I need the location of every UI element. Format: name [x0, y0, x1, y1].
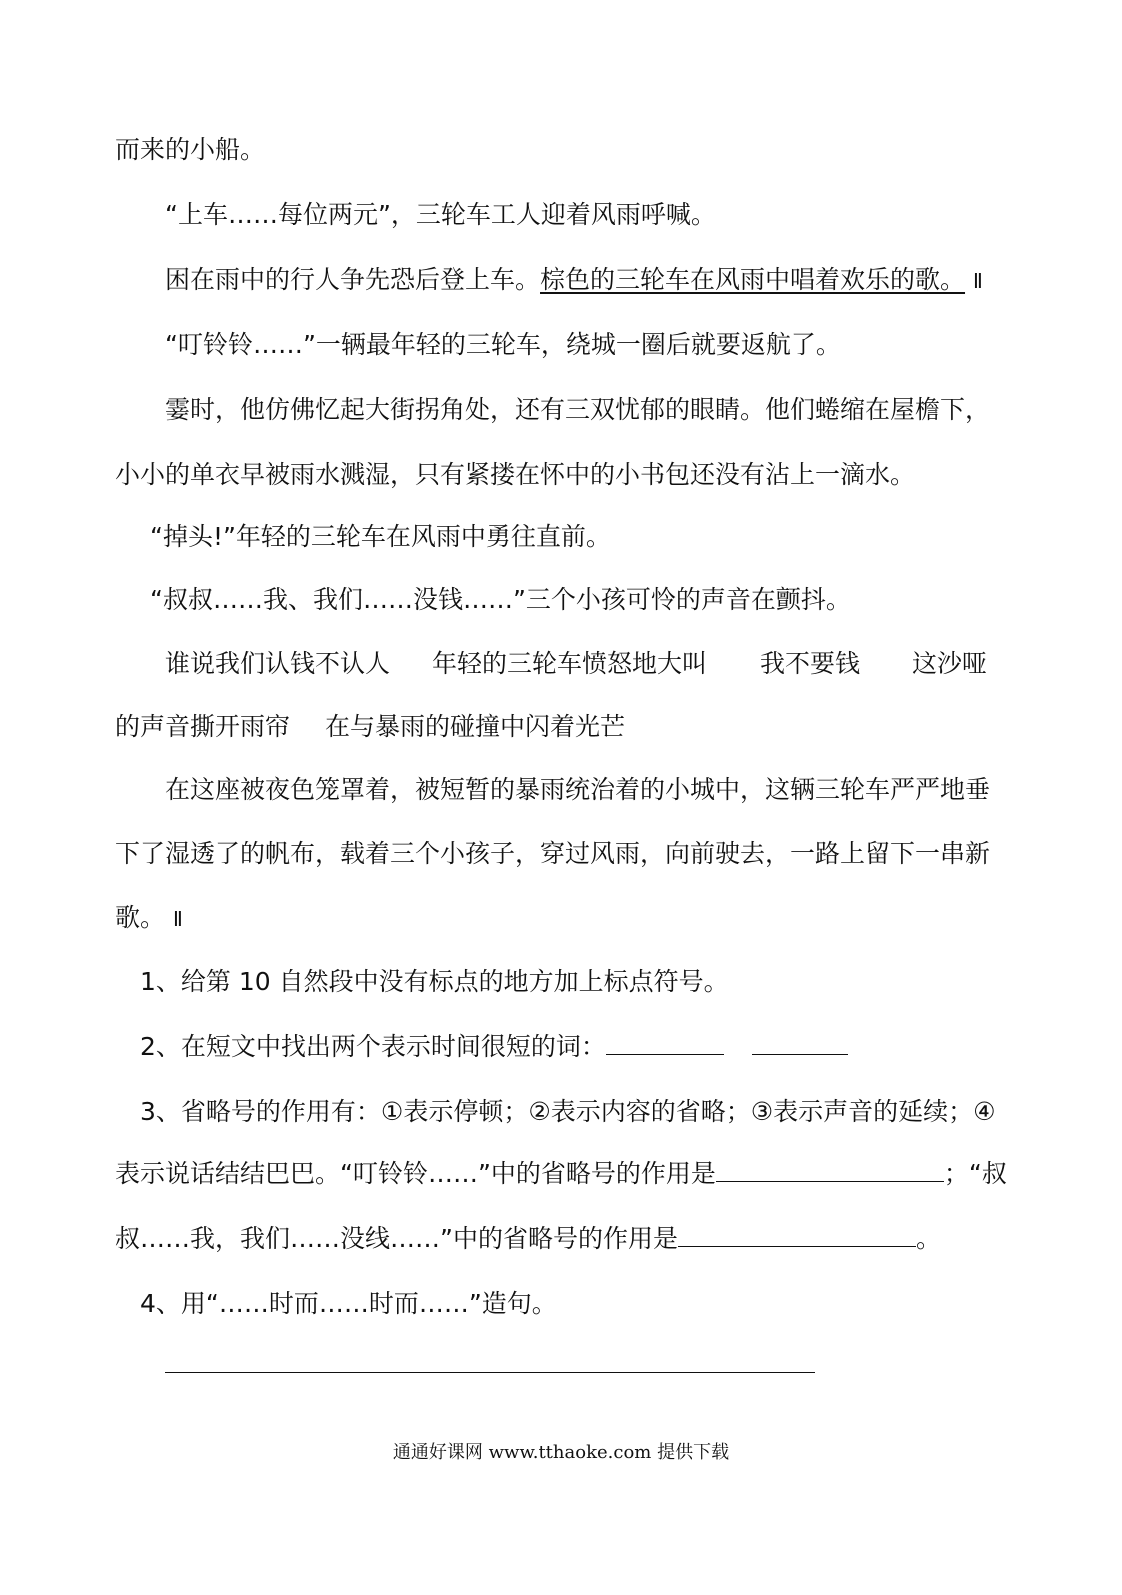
- paragraph-9-line-3: [115, 901, 183, 936]
- question-3-line-1: 3、省略号的作用有：①表示停顿；②表示内容的省略；③表示声音的延续；④: [140, 1097, 996, 1126]
- paragraph-mark: Ⅱ: [973, 269, 983, 293]
- p8-part: 在与暴雨的碰撞中闪着光芒: [325, 712, 626, 741]
- paragraph-2: “上车……每位两元”，三轮车工人迎着风雨呼喊。: [165, 200, 716, 229]
- paragraph-5-line-2: 小小的单衣早被雨水溅湿，只有紧搂在怀中的小书包还没有沾上一滴水。: [115, 460, 916, 489]
- paragraph-8-line-1: [165, 647, 390, 681]
- paragraph-8-line-1-d: [912, 647, 987, 681]
- answer-line-question-4[interactable]: [165, 1372, 815, 1373]
- p8-part: 这沙哑: [912, 649, 988, 678]
- p8-part: 我不要钱: [760, 649, 861, 678]
- paragraph-6: “掉头!”年轻的三轮车在风雨中勇往直前。: [150, 522, 611, 551]
- paragraph-9-text: 歌。: [115, 903, 166, 932]
- p8-part: 年轻的三轮车愤怒地大叫: [432, 649, 708, 678]
- answer-blank-1[interactable]: [606, 1030, 724, 1055]
- paragraph-1-end: 而来的小船。: [115, 135, 266, 164]
- question-3-text-d: 。: [915, 1224, 941, 1253]
- paragraph-9-line-2: 下了湿透了的帆布，载着三个小孩子，穿过风雨，向前驶去，一路上留下一串新: [115, 839, 991, 868]
- question-2: [140, 1030, 848, 1064]
- paragraph-5-line-1: 霎时，他仿佛忆起大街拐角处，还有三双忧郁的眼睛。他们蜷缩在屋檐下，: [165, 395, 991, 424]
- paragraph-8-line-1-b: [432, 647, 707, 681]
- question-2-text: 2、在短文中找出两个表示时间很短的词：: [140, 1032, 606, 1061]
- question-3-text-b: ；“叔: [943, 1159, 1007, 1188]
- paragraph-8-line-1-c: [760, 647, 860, 681]
- question-3-line-2: [115, 1157, 1007, 1191]
- answer-blank-2[interactable]: [752, 1030, 848, 1055]
- question-3-text-a: 表示说话结结巴巴。“叮铃铃……”中的省略号的作用是: [115, 1159, 716, 1188]
- p8-part: 谁说我们认钱不认人: [165, 649, 391, 678]
- question-4: 4、用“……时而……时而……”造句。: [140, 1289, 557, 1318]
- question-1: 1、给第 10 自然段中没有标点的地方加上标点符号。: [140, 967, 729, 996]
- paragraph-9-line-1: 在这座被夜色笼罩着，被短暂的暴雨统治着的小城中，这辆三轮车严严地垂: [165, 775, 991, 804]
- paragraph-7: “叔叔……我、我们……没钱……”三个小孩可怜的声音在颤抖。: [150, 585, 851, 614]
- answer-blank-3[interactable]: [716, 1157, 944, 1182]
- answer-blank-4[interactable]: [678, 1222, 916, 1247]
- paragraph-3-text: 困在雨中的行人争先恐后登上车。: [165, 265, 541, 294]
- paragraph-mark: Ⅱ: [173, 907, 183, 931]
- paragraph-4: “叮铃铃……”一辆最年轻的三轮车，绕城一圈后就要返航了。: [165, 330, 841, 359]
- underlined-sentence: 棕色的三轮车在风雨中唱着欢乐的歌。: [540, 265, 966, 294]
- paragraph-3: [165, 263, 983, 298]
- p8-part: 的声音撕开雨帘: [115, 712, 291, 741]
- paragraph-8-line-2: [115, 710, 290, 744]
- question-3-text-c: 叔……我，我们……没线……”中的省略号的作用是: [115, 1224, 678, 1253]
- paragraph-8-line-2-b: [325, 710, 625, 744]
- question-3-line-3: [115, 1222, 941, 1256]
- footer-source: 通通好课网 www.tthaoke.com 提供下载: [392, 1442, 730, 1463]
